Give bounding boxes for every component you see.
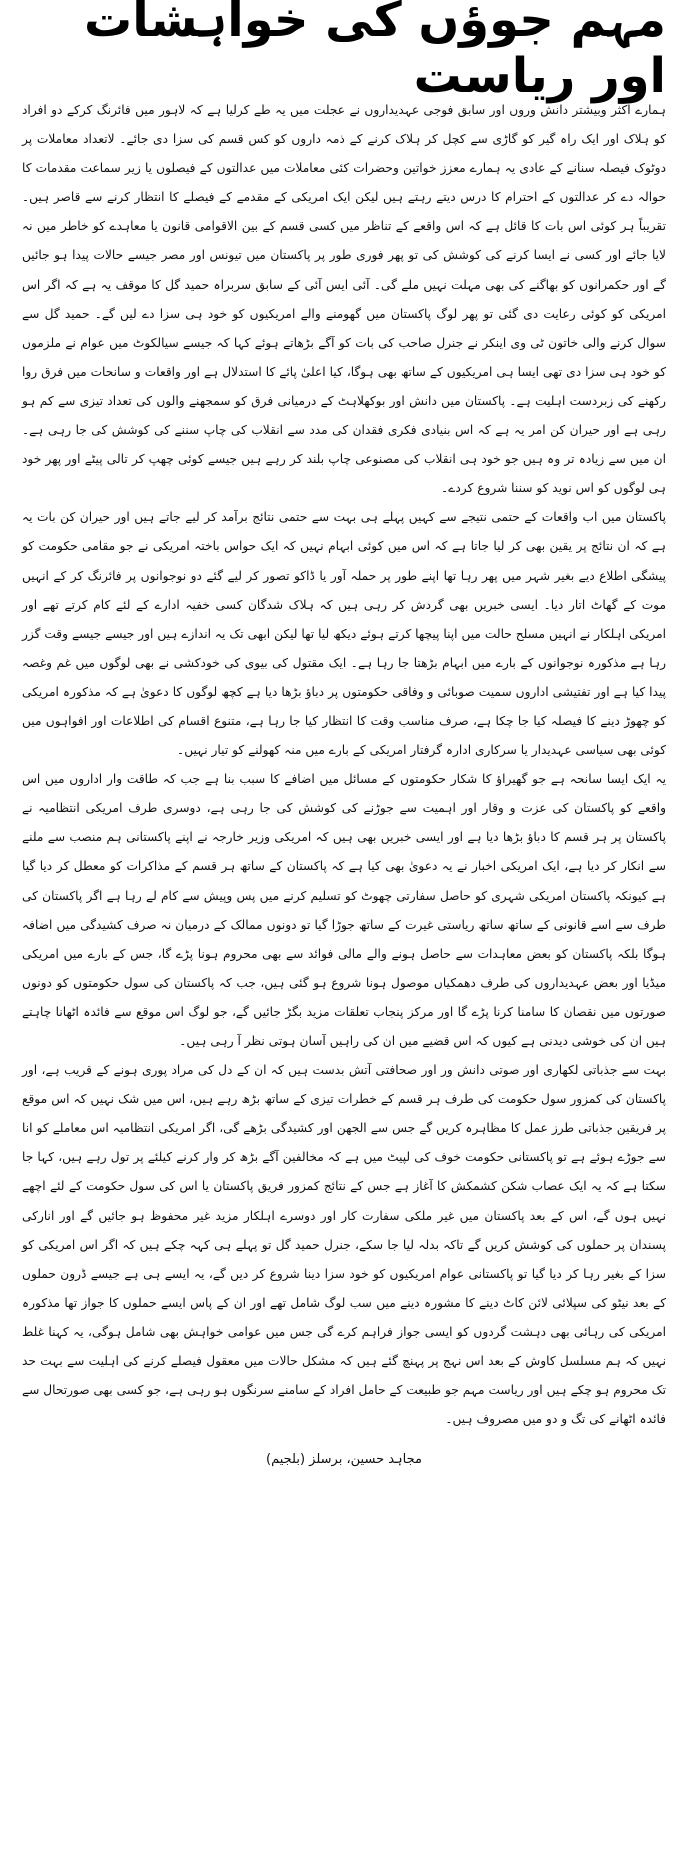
article-body	[22, 96, 666, 1434]
article-paragraph-2: پاکستان میں اب واقعات کے حتمی نتیجے سے کہیں پہلے ہی بہت سے حتمی نتائج برآمد کر لیے جاتے ہیں اور حیران کن بات یہ ہے کہ ان نتائج پر یقین بھی کر لیا جاتا ہے کہ اس میں کوئی ابہام نہیں کہ ایک حواس باختہ امریکی نے جو مقامی حکومت کو پیشگی اطلاع دیے بغیر شہر میں پھر رہا تھا اپنے طور پر حملہ آور یا ڈاکو تصور کر لیے گئے دو نوجوانوں پر فائرنگ کر کے انہیں موت کے گھاٹ اتار دیا۔ ایسی خبریں بھی گردش کر رہی ہیں کہ ہلاک شدگان کسی خفیہ ادارے کے لئے کام کرتے تھے اور امریکی اہلکار نے انہیں مسلح حالت میں اپنا پیچھا کرتے ہوئے دیکھ لیا تھا لیکن ابھی تک یہ اندازے ہیں اور جیسے جیسے وقت گزر رہا ہے مذکورہ نوجوانوں کے بارے میں ابہام بڑھتا جا رہا ہے۔ ایک مقتول کی بیوی کی خودکشی نے بھی لوگوں میں غم وغصہ پیدا کیا ہے اور تفتیشی اداروں سمیت صوبائی و وفاقی حکومتوں پر دباؤ بڑھا دیا ہے کچھ لوگوں کا دعویٰ ہے کہ مذکورہ امریکی کو چھوڑ دینے کا فیصلہ کیا جا چکا ہے، صرف مناسب وقت کا انتظار کیا جا رہا ہے، متنوع اقسام کی اطلاعات اور افواہوں میں کوئی بھی سیاسی عہدیدار یا سرکاری ادارہ گرفتار امریکی کے بارے میں منہ کھولنے کو تیار نہیں۔	[22, 510, 666, 758]
article-paragraph-4: بہت سے جذباتی لکھاری اور صوتی دانش ور اور صحافتی آتش بدست ہیں کہ ان کے دل کی مراد پوری ہونے کے قریب ہے، اور پاکستان کی کمزور سول حکومت کی طرف ہر قسم کے خطرات تیزی کے ساتھ بڑھ رہے ہیں، اس میں شک نہیں کہ اس موقع پر فریقین جذباتی طرز عمل کا مظاہرہ کریں گے جس سے الجھن اور کشیدگی بڑھے گی، اگر امریکی انتظامیہ اس معاملے کو انا سے جوڑے ہوئے ہے تو پاکستانی حکومت خوف کی لپیٹ میں ہے کہ مخالفین آگے بڑھ کر وار کرنے کیلئے پر تول رہے ہیں، کہا جا سکتا ہے کہ یہ ایک عصاب شکن کشمکش کا آغاز ہے جس کے نتائج کمزور فریق پاکستان یا اس کی سول حکومت کے لئے اچھے نہیں ہوں گے، اس کے بعد پاکستان میں غیر ملکی سفارت کار اور دوسرے اہلکار مزید غیر محفوظ ہو جائیں گے اور انارکی پسندان پر حملوں کی کوشش کریں گے تاکہ بدلہ لیا جا سکے، جنرل حمید گل تو پہلے ہی کہہ چکے ہیں کہ اگر اس امریکی کو سزا کے بغیر رہا کر دیا گیا تو پاکستانی عوام امریکیوں کو خود سزا دینا شروع کر دیں گے، یہ ایسے ہی ہے جیسے ڈرون حملوں کے بعد نیٹو کی سپلائی لائن کاٹ دینے کا مشورہ دینے میں سب لوگ شامل تھے اور ان کے پاس ایسے حملوں کا جواز تھا مذکورہ امریکی کی رہائی بھی دہشت گردوں کو ایسی جواز فراہم کرے گی جس میں عوامی خواہش بھی شامل ہوگی، یہ کہنا غلط نہیں کہ ہم مسلسل کاوش کے بعد اس نہج پر پہنچ گئے ہیں کہ مشکل حالات میں معقول فیصلے کرنے کی اہلیت سے بہت حد تک محروم ہو چکے ہیں اور ریاست مہم جو طبیعت کے حامل افراد کے سامنے سرنگوں ہو رہی ہے، جو کسی بھی صورتحال سے فائدہ اٹھانے کی تگ و دو میں مصروف ہیں۔	[22, 1063, 666, 1427]
article-paragraph-1: ہمارے اکثر وبیشتر دانش وروں اور سابق فوجی عہدیداروں نے عجلت میں یہ طے کرلیا ہے کہ لاہور میں فائرنگ کرکے دو افراد کو ہلاک اور ایک راہ گیر کو گاڑی سے کچل کر ہلاک کرنے کے ذمہ داروں کو کس قسم کی سزا دی جائے۔ لاتعداد معاملات پر دوٹوک فیصلہ سنانے کے عادی یہ ہمارے معزز خواتین وحضرات کئی معاملات میں عدالتوں کے فیصلوں یا زیر سماعت مقدمات کا حوالہ دے کر عدالتوں کے احترام کا درس دیتے رہتے ہیں لیکن ایک امریکی کے مقدمے کے فیصلے کا انتظار کرنے سے قاصر ہیں۔ تقریباً ہر کوئی اس بات کا قائل ہے کہ اس واقعے کے تناظر میں کسی قسم کے بین الاقوامی قانون یا معاہدے کو خاطر میں نہ لایا جائے اور کسی نے ایسا کرنے کی کوشش کی تو پھر فوری طور پر پاکستان میں تیونس اور مصر جیسے حالات پیدا ہو جائیں گے اور حکمرانوں کو بھاگنے کی بھی مہلت نہیں ملے گی۔ آئی ایس آئی کے سابق سربراہ حمید گل کا موقف یہ ہے کہ اگر اس امریکی کو کوئی رعایت دی گئی تو پھر لوگ پاکستان میں گھومنے والے امریکیوں کو خود ہی سزا دے لیں گے۔ حمید گل سے سوال کرنے والی خاتون ٹی وی اینکر نے جنرل صاحب کی بات کو آگے بڑھاتے ہوئے کہا کہ جیسے سیالکوٹ میں عوام نے ملزموں کو خود ہی سزا دی تھی ایسا ہی امریکیوں کے ساتھ بھی ہوگا، کیا اعلیٰ پائے کا استدلال ہے اور واقعات و سانحات میں فرق روا رکھنے کی زبردست اہلیت ہے۔ پاکستان میں دانش اور بوکھلاہٹ کے درمیانی فرق کو سمجھنے والوں کی تعداد تیزی سے کم ہو رہی ہے اور حیران کن امر یہ ہے کہ اس بنیادی فکری فقدان کی مدد سے انقلاب کی چاپ سننے کی کوشش کی جا رہی ہے۔ ان میں سے زیادہ تر وہ ہیں جو خود ہی انقلاب کی مصنوعی چاپ بلند کر رہے ہیں جیسے کوئی چھپ کر تالی پیٹے اور پھر خود ہی لوگوں کو اس نوید کو سننا شروع کردے۔	[22, 103, 666, 496]
article-paragraph-3: یہ ایک ایسا سانحہ ہے جو گھیراؤ کا شکار حکومتوں کے مسائل میں اضافے کا سبب بنا ہے جب کہ طاقت وار اداروں میں اس واقعے کو پاکستان کی عزت و وقار اور اہمیت سے جوڑنے کی کوشش کی جا رہی ہے، دوسری طرف امریکی انتظامیہ نے پاکستان پر ہر قسم کا دباؤ بڑھا دیا ہے اور ایسی خبریں بھی ہیں کہ امریکی وزیر خارجہ نے اپنے پاکستانی ہم منصب سے ملنے سے انکار کر دیا ہے، ایک امریکی اخبار نے یہ دعویٰ بھی کیا ہے کہ پاکستان کے ساتھ ہر قسم کے مذاکرات کو معطل کر دیا گیا ہے کیونکہ پاکستان امریکی شہری کو حاصل سفارتی چھوٹ کو تسلیم کرنے میں پس وپیش سے کام لے رہا ہے اگر پاکستان کی طرف سے اسے قانونی کے ساتھ ساتھ ریاستی غیرت کے ساتھ جوڑا گیا تو دونوں ممالک کے درمیان نہ صرف کشیدگی میں اضافہ ہوگا بلکہ پاکستان کو بعض معاہدات سے حاصل ہونے والے مالی فوائد سے بھی محروم ہونا پڑے گا، جس کے بارے میں امریکی میڈیا اور بعض عہدیداروں کی طرف دھمکیاں موصول ہونا شروع ہو گئی ہیں، جب کہ پاکستان کی سول حکومتوں کو دونوں صورتوں میں نقصان کا سامنا کرنا پڑے گا اور مرکز پنجاب تعلقات مزید بگڑ جائیں گے، جو لوگ اس موقع سے فائدہ اٹھانا چاہتے ہیں ان کی خوشی دیدنی ہے کیوں کہ اس قضیے میں ان کی راہیں آسان ہوتی نظر آ رہی ہیں۔	[22, 772, 666, 1048]
article-byline: مجاہد حسین، برسلز (بلجیم)	[266, 1452, 422, 1468]
article-headline: مہم جوؤں کی خواہشات اور ریاست	[84, 0, 666, 104]
